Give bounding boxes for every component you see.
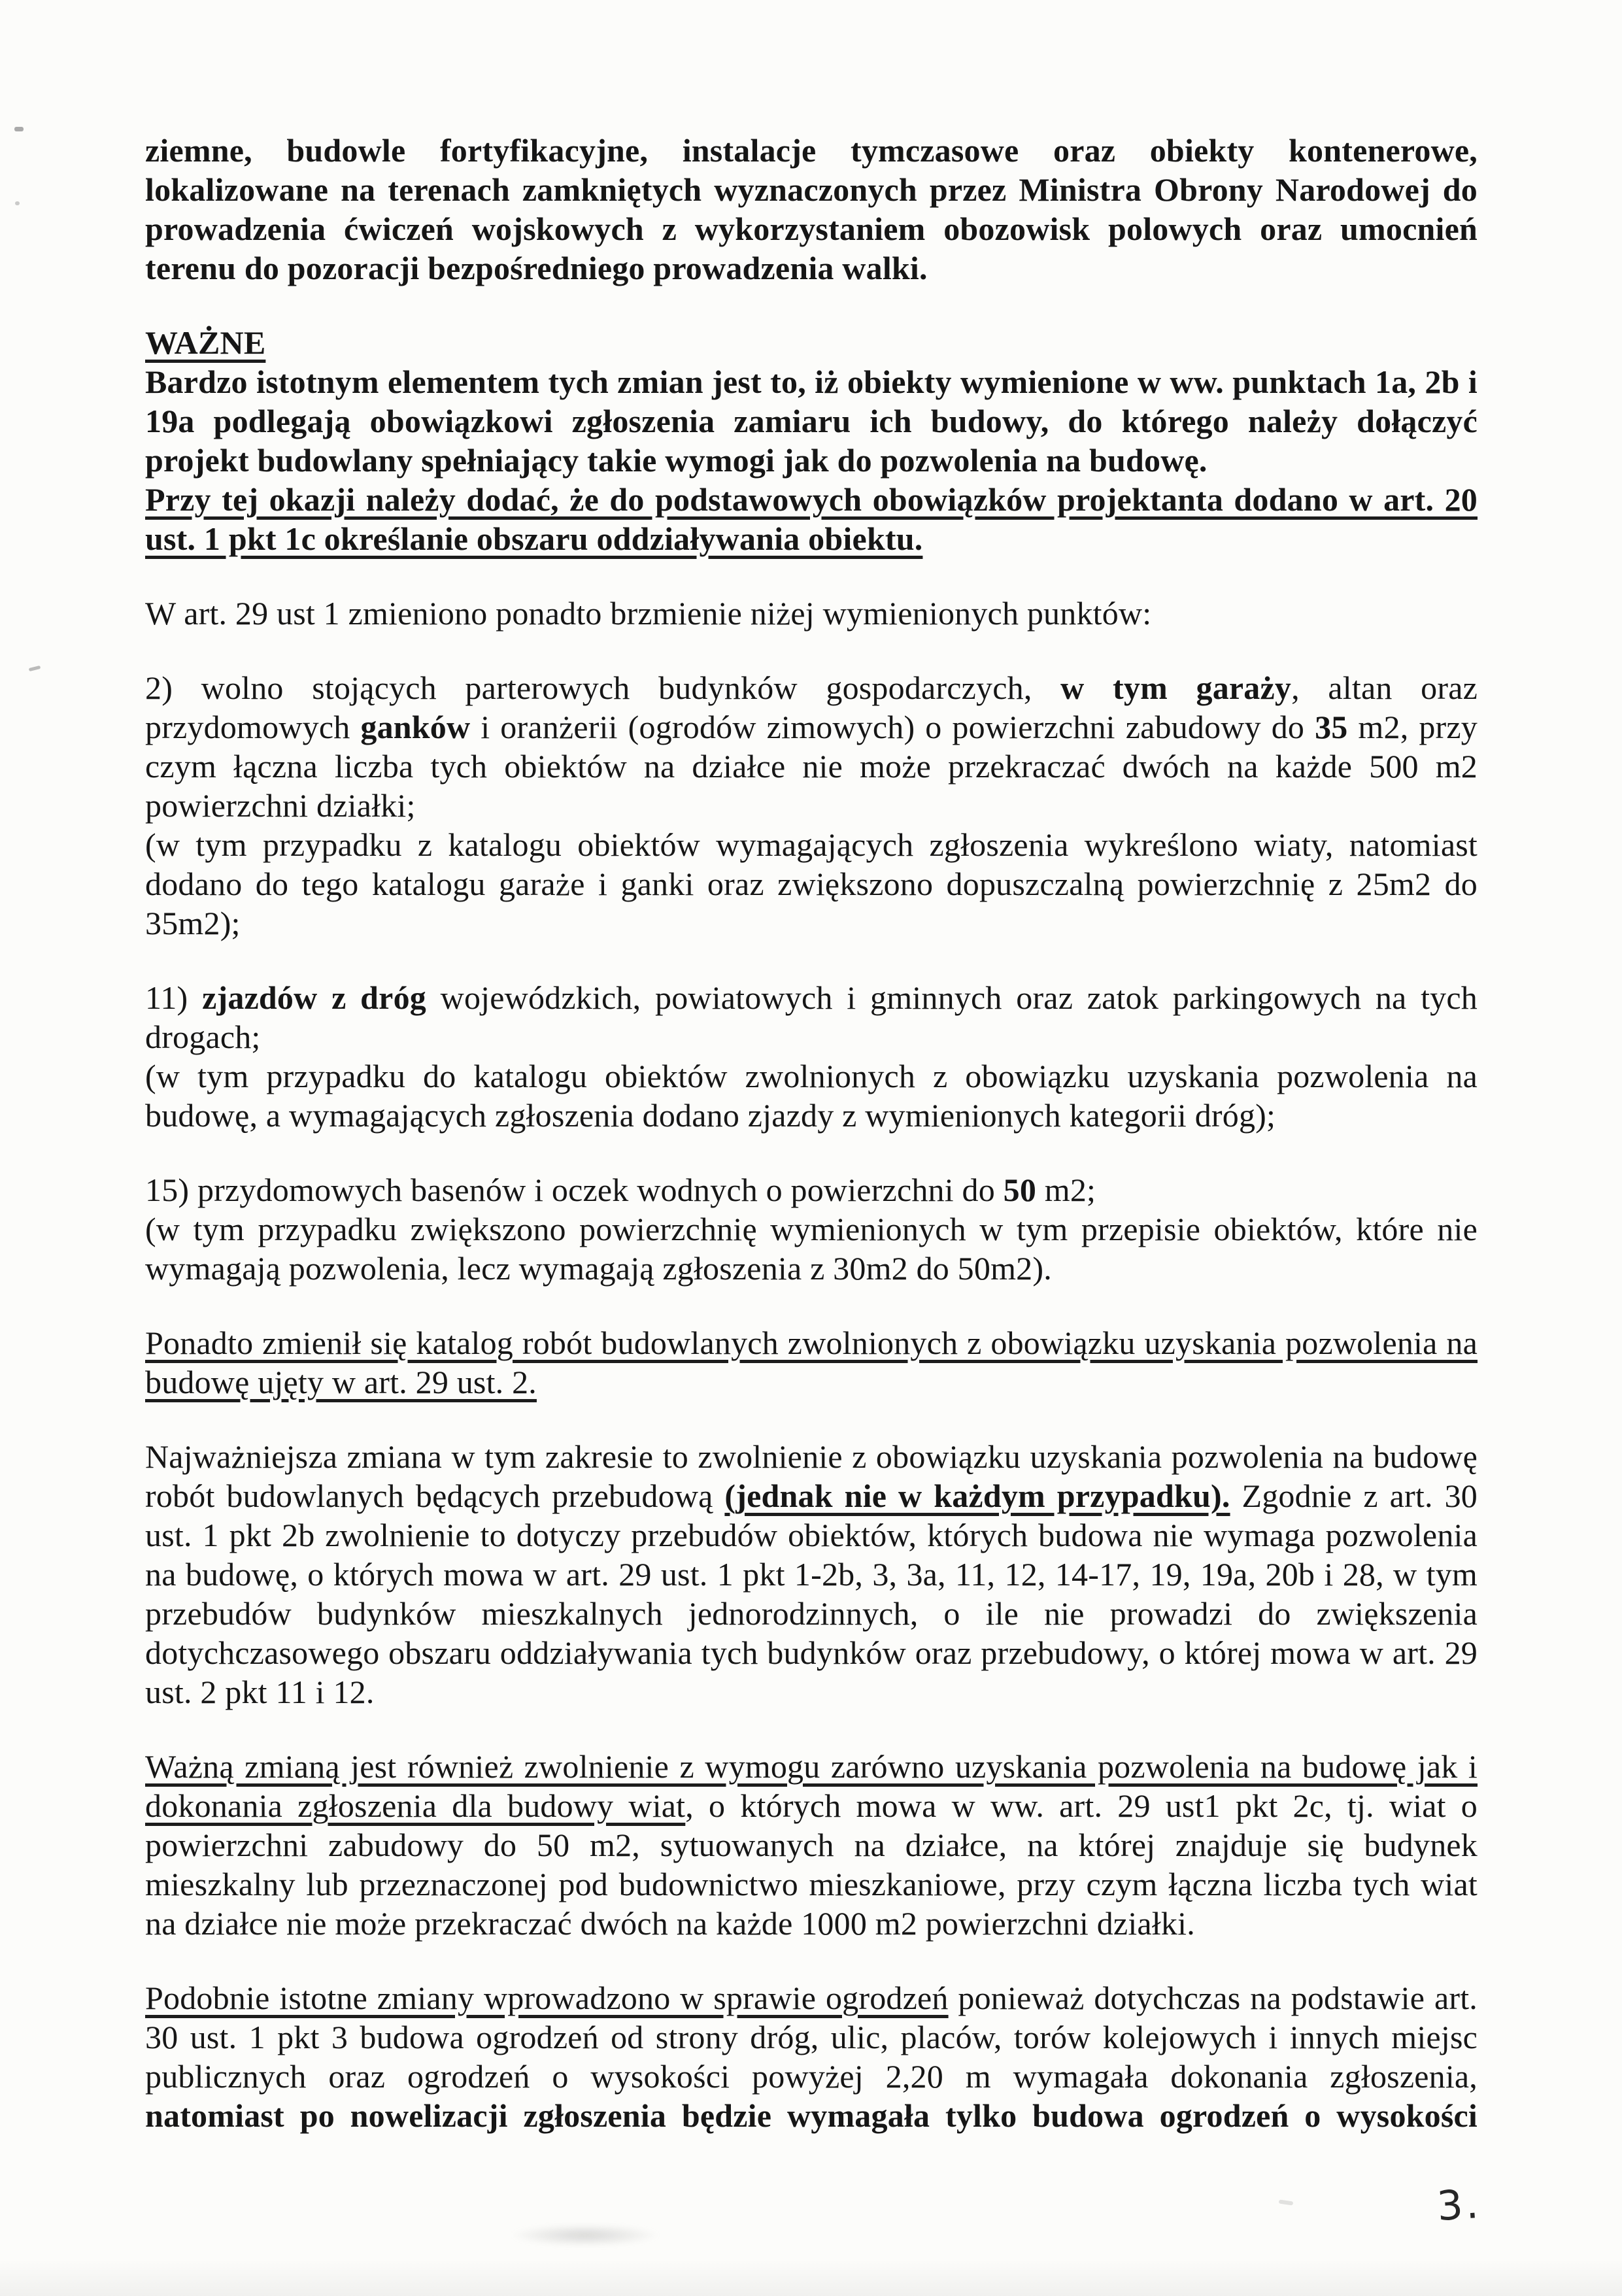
text-run: Ważną zmianą jest również zwolnienie z wymogu zarówno uzyskania pozwolenia na budowę jak i dokonania zgłoszenia dla budowy wiat [145, 1748, 1478, 1824]
text-run: 2) wolno stojących parterowych budynków gospodarczych, [145, 669, 1061, 706]
paragraph-pkt2-komentarz [145, 825, 1478, 943]
text-run: m2, przy czym łączna liczba tych obiektów na działce nie może przekraczać dwóch na każde 500 m2 powierzchni działki; [145, 709, 1478, 824]
paragraph-zgloszenie-obowiazek [145, 362, 1478, 480]
paragraph-wiaty [145, 1747, 1478, 1943]
text-run: ponieważ dotychczas na podstawie art. 30 ust. 1 pkt 3 budowa ogrodzeń od strony dróg, ulic, placów, torów kolejowych i innych miejsc publicznych oraz ogrodzeń o wysokości powyżej 2,20 m wymagała dokonania zgłoszenia, [145, 1980, 1478, 2095]
text-run: Zgodnie z art. 30 ust. 1 pkt 2b zwolnienie to dotyczy przebudów obiektów, których budowa nie wymaga pozwolenia na budowę, o których mowa w art. 29 ust. 1 pkt 1-2b, 3, 3a, 11, 12, 14-17, 19, 19a, 20b i 28, w tym przebudów budynków mieszkalnych jednorodzinnych, o ile nie prowadzi do zwiększenia dotychczasowego obszaru oddziaływania tych budynków oraz przebudowy, o której mowa w art. 29 ust. 2 pkt 11 i 12. [145, 1477, 1478, 1710]
paragraph-pkt15-baseny [145, 1170, 1478, 1209]
text-run: (w tym przypadku zwiększono powierzchnię wymienionych w tym przepisie obiektów, które nie wymagają pozwolenia, lecz wymagają zgłoszenia z 30m2 do 50m2). [145, 1211, 1478, 1287]
text-run: 11) [145, 979, 203, 1016]
text-run: zjazdów z dróg [202, 979, 426, 1016]
text-run: W art. 29 ust 1 zmieniono ponadto brzmienie niżej wymienionych punktów: [145, 595, 1152, 632]
text-run: ziemne, budowle fortyfikacyjne, instalacje tymczasowe oraz obiekty kontenerowe, lokalizowane na terenach zamkniętych wyznaczonych przez Ministra Obrony Narodowej do prowadzenia ćwiczeń wojskowych z wykorzystaniem obozowisk polowych oraz umocnień terenu do pozoracji bezpośredniego prowadzenia walki. [145, 132, 1478, 286]
paragraph-pkt11-zjazdy [145, 978, 1478, 1056]
document-body [145, 131, 1478, 2135]
text-run: 15) przydomowych basenów i oczek wodnych o powierzchni do [145, 1172, 1004, 1208]
heading-wazne [145, 323, 1478, 362]
scan-speck [1279, 2199, 1294, 2205]
text-run: natomiast po nowelizacji zgłoszenia będzie wymagała tylko budowa ogrodzeń o wysokości [145, 2097, 1478, 2134]
text-run: w tym garaży [1060, 669, 1292, 706]
paragraph-katalog-robot [145, 1323, 1478, 1402]
text-run: (w tym przypadku do katalogu obiektów zwolnionych z obowiązku uzyskania pozwolenia na budowę, a wymagających zgłoszenia dodano zjazdy z wymienionych kategorii dróg); [145, 1058, 1478, 1134]
text-run: Najważniejsza zmiana w tym zakresie to zwolnienie z obowiązku uzyskania pozwolenia na budowę robót budowlanych będących przebudową [145, 1438, 1478, 1514]
text-run: ganków [360, 709, 471, 745]
paragraph-ogrodzenia [145, 1978, 1478, 2135]
text-run: , o których mowa w ww. art. 29 ust1 pkt 2c, tj. wiat o powierzchni zabudowy do 50 m2, sytuowanych na działce, na której znajduje się budynek mieszkalny lub przeznaczonej pod budownictwo mieszkaniowe, przy czym łączna liczba tych wiat na działce nie może przekraczać dwóch na każde 1000 m2 powierzchni działki. [145, 1787, 1478, 1942]
paragraph-pkt15-komentarz [145, 1209, 1478, 1288]
scan-speck [15, 201, 20, 205]
text-run: Podobnie istotne zmiany wprowadzono w sprawie ogrodzeń [145, 1980, 949, 2016]
paragraph-najwazniejsza-zmiana [145, 1437, 1478, 1712]
text-run: 50 [1003, 1172, 1037, 1208]
text-run: 35 [1315, 709, 1348, 745]
text-run: WAŻNE [145, 324, 266, 361]
text-run: , altan oraz przydomowych [145, 669, 1478, 745]
text-run: m2; [1036, 1172, 1096, 1208]
text-run: i oranżerii (ogrodów zimowych) o powierzchni zabudowy do [470, 709, 1315, 745]
paragraph-art29-intro [145, 594, 1478, 633]
scan-smudge [510, 2224, 660, 2246]
paragraph-obowiazki-projektanta [145, 480, 1478, 558]
text-run: Przy tej okazji należy dodać, że do podstawowych obowiązków projektanta dodano w art. 20 ust. 1 pkt 1c określanie obszaru oddziaływania obiektu. [145, 481, 1478, 557]
paragraph-pkt2-garaze [145, 668, 1478, 825]
paragraph-pkt11-komentarz [145, 1056, 1478, 1135]
paragraph-military-objects-continuation [145, 131, 1478, 288]
scan-speck [29, 666, 41, 671]
text-run: Ponadto zmienił się katalog robót budowlanych zwolnionych z obowiązku uzyskania pozwolenia na budowę ujęty w art. 29 ust. 2. [145, 1325, 1478, 1400]
text-run: Bardzo istotnym elementem tych zmian jest to, iż obiekty wymienione w ww. punktach 1a, 2b i 19a podlegają obowiązkowi zgłoszenia zamiaru ich budowy, do którego należy dołączyć projekt budowlany spełniający takie wymogi jak do pozwolenia na budowę. [145, 363, 1478, 479]
text-run: (w tym przypadku z katalogu obiektów wymagających zgłoszenia wykreślono wiaty, natomiast dodano do tego katalogu garaże i ganki oraz zwiększono dopuszczalną powierzchnię z 25m2 do 35m2); [145, 826, 1478, 941]
scan-speck [14, 127, 24, 131]
text-run: (jednak nie w każdym przypadku). [724, 1477, 1230, 1514]
handwritten-page-number: 3. [1435, 2179, 1483, 2231]
text-run: wojewódzkich, powiatowych i gminnych oraz zatok parkingowych na tych drogach; [145, 979, 1478, 1055]
scan-edge-shadow [0, 2259, 1622, 2296]
